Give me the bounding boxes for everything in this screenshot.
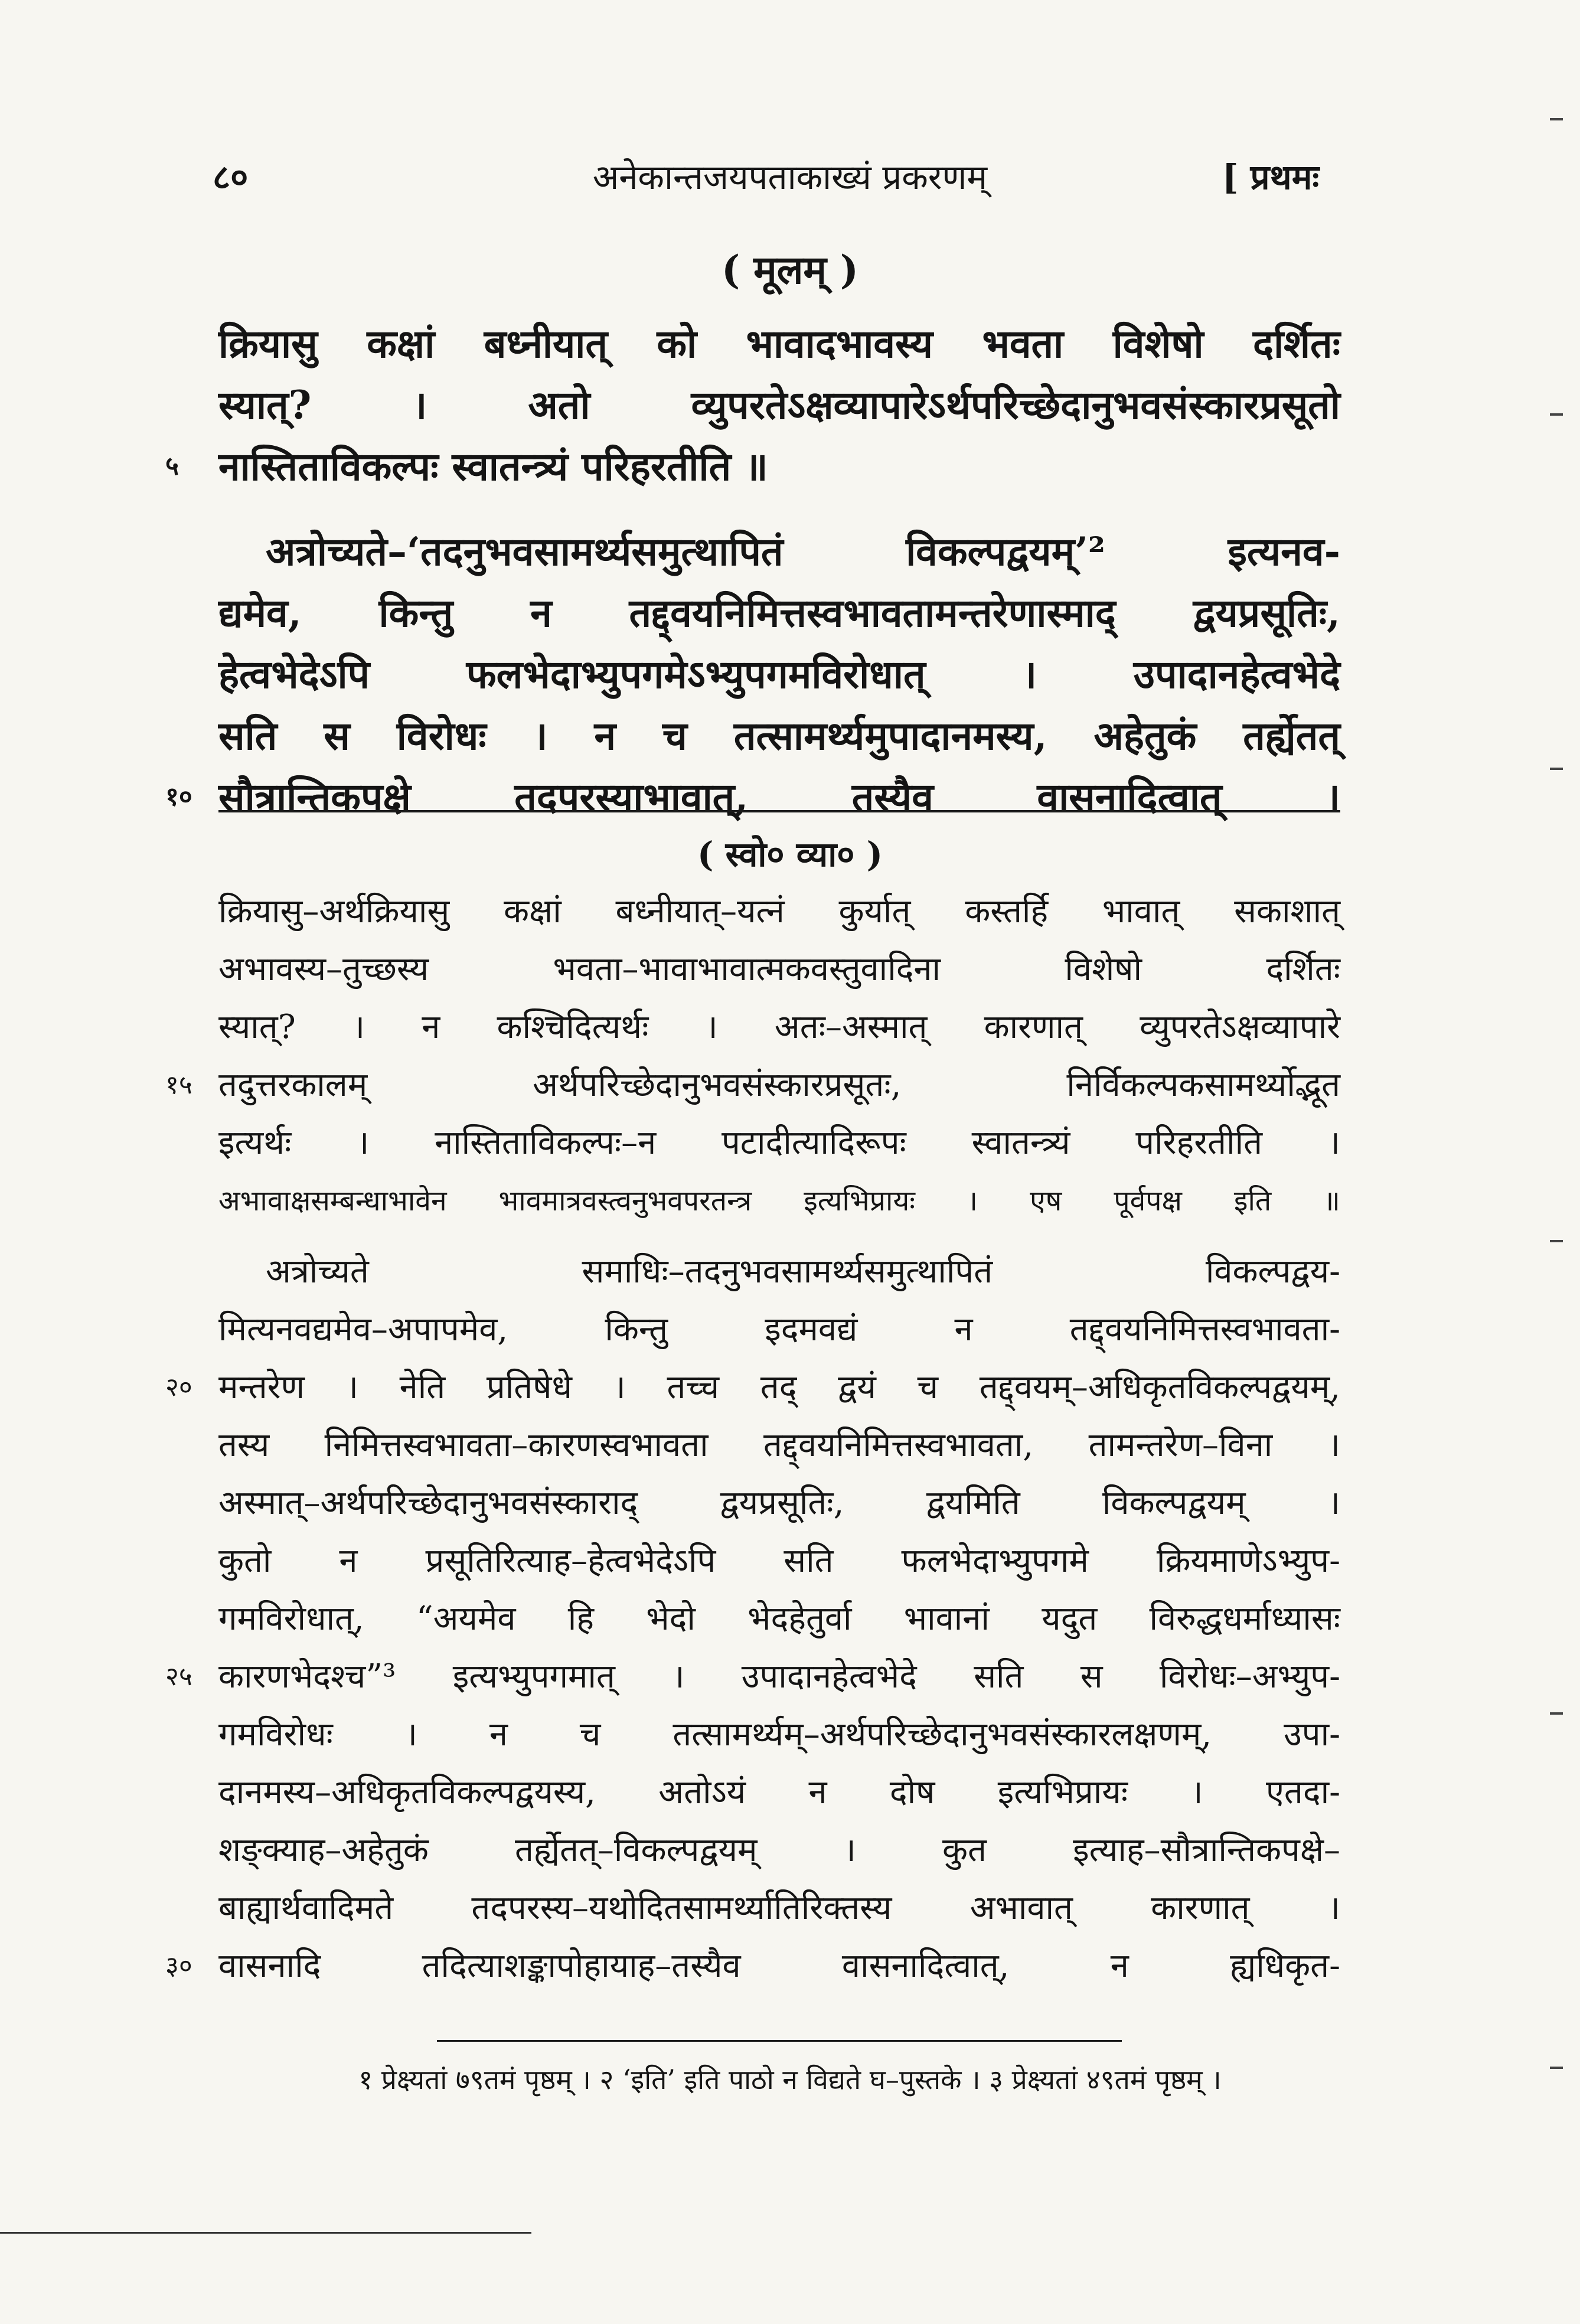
commentary-line <box>218 941 1340 998</box>
commentary-line-text: अत्रोच्यते समाधिः–तदनुभवसामर्थ्यसमुत्थापितं विकल्पद्वय- <box>266 1252 1340 1291</box>
commentary-line-text: तदुत्तरकालम् अर्थपरिच्छेदानुभवसंस्कारप्रसूतः, निर्विकल्पकसामर्थ्योद्भूत <box>218 1066 1340 1104</box>
commentary-line-text: अभावाक्षसम्बन्धाभावेन भावमात्रवस्त्वनुभवपरतन्त्र इत्यभिप्रायः । एष पूर्वपक्ष इति ॥ <box>218 1184 1340 1218</box>
commentary-line-text: वासनादि तदित्याशङ्कापोहायाह–तस्यैव वासनादित्वात्, न ह्यधिकृत- <box>218 1947 1340 1985</box>
mula-line <box>218 582 1340 644</box>
margin-mark <box>1550 1712 1563 1715</box>
commentary-line-text: क्रियासु–अर्थक्रियासु कक्षां बध्नीयात्–यत्नं कुर्यात् कस्तर्हि भावात् सकाशात् <box>218 892 1340 931</box>
mula-line-text: नास्तिताविकल्पः स्वातन्त्र्यं परिहरतीति ॥ <box>218 443 768 489</box>
commentary-line-text: शङ्क्याह–अहेतुकं तर्ह्येतत्–विकल्पद्वयम् । कुत इत्याह–सौत्रान्तिकपक्षे– <box>218 1831 1340 1869</box>
mula-line <box>165 436 1340 497</box>
commentary-text <box>165 883 1340 1995</box>
commentary-line-text: अभावस्य–तुच्छस्य भवता–भावाभावात्मकवस्तुवादिना विशेषो दर्शितः <box>218 950 1340 988</box>
mula-line-text: सौत्रान्तिकपक्षे तदपरस्याभावात्, तस्यैव वासनादित्वात् । <box>218 774 1340 820</box>
mula-line <box>165 766 1340 828</box>
commentary-line <box>165 1648 1340 1706</box>
mula-line <box>218 313 1340 374</box>
commentary-line-text: स्यात्? । न कश्चिदित्यर्थः । अतः–अस्मात् कारणात् व्युपरतेऽक्षव्यापारे <box>218 1008 1340 1046</box>
mula-line-text: अत्रोच्यते–‘तदनुभवसामर्थ्यसमुत्थापितं विकल्पद्वयम्’² इत्यनव- <box>266 528 1340 575</box>
commentary-line <box>218 1532 1340 1590</box>
margin-mark <box>1550 118 1563 120</box>
margin-mark <box>1550 1240 1563 1242</box>
line-number: ५ <box>165 451 179 481</box>
commentary-line <box>218 1590 1340 1648</box>
commentary-line <box>218 1764 1340 1822</box>
commentary-line <box>218 1822 1340 1879</box>
commentary-line-text: अस्मात्–अर्थपरिच्छेदानुभवसंस्काराद् द्वयप्रसूतिः, द्वयमिति विकल्पद्वयम् । <box>218 1484 1340 1522</box>
commentary-line <box>218 1706 1340 1764</box>
commentary-line <box>218 998 1340 1056</box>
commentary-line-text: कारणभेदश्च”³ इत्यभ्युपगमात् । उपादानहेत्वभेदे सति स विरोधः–अभ्युप- <box>218 1657 1340 1696</box>
margin-mark <box>1550 768 1563 770</box>
mula-line <box>218 644 1340 705</box>
commentary-line-text: तस्य निमित्तस्वभावता–कारणस्वभावता तद्द्वयनिमित्तस्वभावता, तामन्तरेण–विना । <box>218 1426 1340 1464</box>
footnotes: १ प्रेक्ष्यतां ७९तमं पृष्ठम् । २ ‘इति’ इति पाठो न विद्यते घ–पुस्तके । ३ प्रेक्ष्यतां ४९तमं पृष्ठम् । <box>358 2064 1222 2095</box>
mula-line-text: सति स विरोधः । न च तत्सामर्थ्यमुपादानमस्य, अहेतुकं तर्ह्येतत् <box>218 713 1340 759</box>
commentary-heading: ( स्वो० व्या० ) <box>697 834 883 874</box>
commentary-line-text: मित्यनवद्यमेव–अपापमेव, किन्तु इदमवद्यं न तद्द्वयनिमित्तस्वभावता- <box>218 1310 1340 1349</box>
commentary-line <box>218 1172 1340 1230</box>
margin-mark <box>1550 2067 1563 2069</box>
scan-edge-line <box>0 2232 531 2234</box>
commentary-line-text: गमविरोधात्, “अयमेव हि भेदो भेदहेतुर्वा भावानां यदुत विरुद्धधर्माध्यासः <box>218 1600 1340 1638</box>
commentary-line-text: बाह्यार्थवादिमते तदपरस्य–यथोदितसामर्थ्यातिरिक्तस्य अभावात् कारणात् । <box>218 1889 1340 1927</box>
commentary-line <box>218 883 1340 941</box>
commentary-line <box>165 1056 1340 1114</box>
line-number: १० <box>165 782 192 812</box>
line-number: २० <box>165 1372 192 1402</box>
mula-line-text: द्यमेव, किन्तु न तद्द्वयनिमित्तस्वभावतामन्तरेणास्माद् द्वयप्रसूतिः, <box>218 590 1340 636</box>
line-number: १५ <box>165 1070 192 1100</box>
running-title: अनेकान्तजयपताकाख्यं प्रकरणम् <box>592 157 988 197</box>
mula-line <box>218 705 1340 766</box>
margin-mark <box>1550 413 1563 416</box>
commentary-line <box>165 1359 1340 1416</box>
commentary-line <box>218 1301 1340 1359</box>
line-number: २५ <box>165 1662 192 1692</box>
footnote-divider <box>437 2040 1122 2042</box>
commentary-line <box>218 1114 1340 1172</box>
section-label: [ प्रथमः <box>1222 157 1320 197</box>
commentary-line <box>218 1243 1340 1301</box>
mula-heading: ( मूलम् ) <box>721 247 859 293</box>
commentary-line-text: दानमस्य–अधिकृतविकल्पद्वयस्य, अतोऽयं न दोष इत्यभिप्रायः । एतदा- <box>218 1773 1340 1811</box>
commentary-line-text: कुतो न प्रसूतिरित्याह–हेत्वभेदेऽपि सति फलभेदाभ्युपगमे क्रियमाणेऽभ्युप- <box>218 1542 1340 1580</box>
commentary-line-text: मन्तरेण । नेति प्रतिषेधे । तच्च तद् द्वयं च तद्द्वयम्–अधिकृतविकल्पद्वयम्, <box>218 1368 1340 1406</box>
page-header <box>0 154 1580 201</box>
commentary-line <box>165 1937 1340 1995</box>
mula-line <box>218 521 1340 582</box>
mula-text <box>165 313 1340 828</box>
commentary-line <box>218 1879 1340 1937</box>
mula-line <box>218 374 1340 436</box>
page-number: ८० <box>213 157 249 197</box>
mula-line-text: स्यात्? । अतो व्युपरतेऽक्षव्यापारेऽर्थपरिच्छेदानुभवसंस्कारप्रसूतो <box>218 382 1340 428</box>
commentary-line <box>218 1416 1340 1474</box>
line-number: ३० <box>165 1951 192 1981</box>
commentary-line-text: गमविरोधः । न च तत्सामर्थ्यम्–अर्थपरिच्छेदानुभवसंस्कारलक्षणम्, उपा- <box>218 1715 1340 1754</box>
commentary-line <box>218 1474 1340 1532</box>
commentary-line-text: इत्यर्थः । नास्तिताविकल्पः–न पटादीत्यादिरूपः स्वातन्त्र्यं परिहरतीति । <box>218 1124 1340 1162</box>
section-divider <box>218 810 1340 812</box>
mula-line-text: हेत्वभेदेऽपि फलभेदाभ्युपगमेऽभ्युपगमविरोधात् । उपादानहेत्वभेदे <box>218 651 1340 697</box>
mula-line-text: क्रियासु कक्षां बध्नीयात् को भावादभावस्य भवता विशेषो दर्शितः <box>218 321 1340 367</box>
